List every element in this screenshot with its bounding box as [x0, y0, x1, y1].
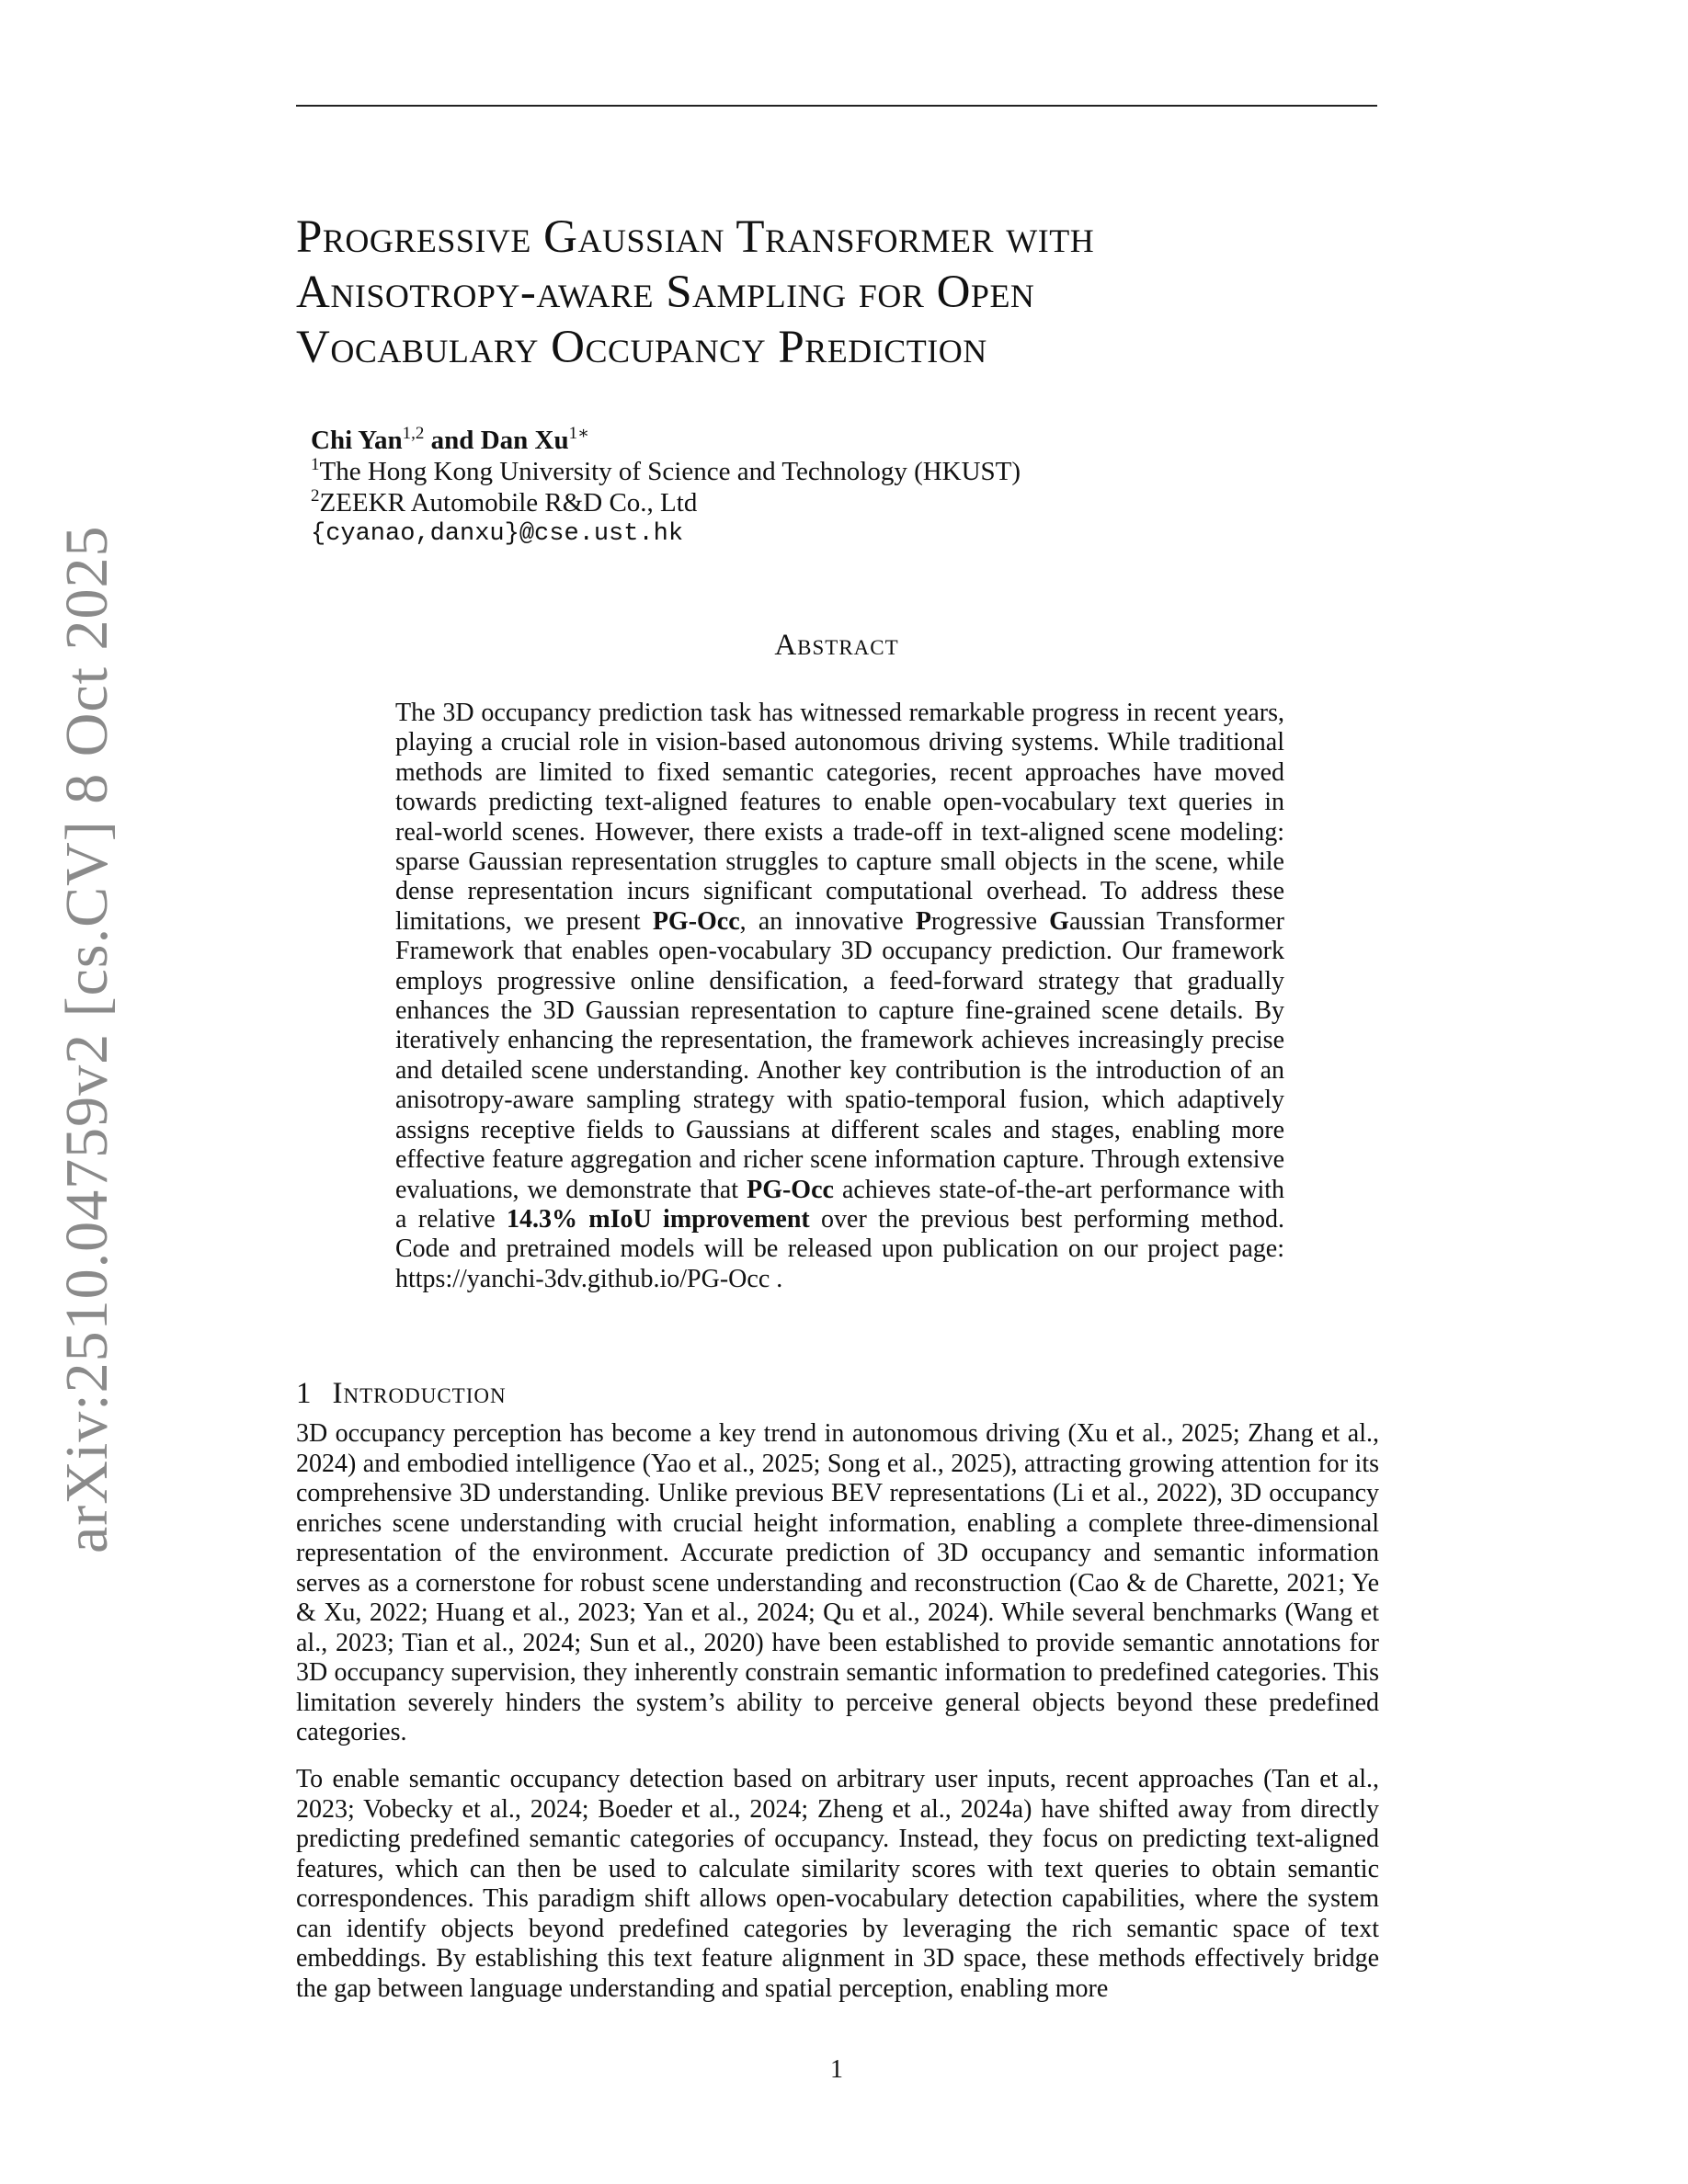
title-line-2: Anisotropy-aware Sampling for Open	[296, 267, 1035, 318]
abstract-body	[395, 699, 1284, 1294]
title-line-1: Progressive Gaussian Transformer with	[296, 211, 1095, 263]
introduction-paragraph-1: 3D occupancy perception has become a key trend in autonomous driving (Xu et al., 2025; Zhang et al., 2024) and embodied intelligence (Yao et al., 2025; Song et al., 2025), attracting growing attention for its comprehensive 3D understanding. Unlike previous BEV representations (Li et al., 2022), 3D occupancy enriches scene understanding with crucial height information, enabling a complete three-dimensional representation of the environment. Accurate prediction of 3D occupancy and semantic information serves as a cornerstone for robust scene understanding and reconstruction (Cao & de Charette, 2021; Ye & Xu, 2022; Huang et al., 2023; Yan et al., 2024; Qu et al., 2024). While several benchmarks (Wang et al., 2023; Tian et al., 2024; Sun et al., 2020) have been established to provide semantic annotations for 3D occupancy supervision, they inherently constrain semantic information to predefined categories. This limitation severely hinders the system’s ability to perceive general objects beyond these predefined categories.	[296, 1419, 1379, 1746]
introduction-heading	[296, 1375, 507, 1412]
abstract-bold-method-name: PG-Occ	[652, 906, 740, 936]
abstract-bold-method-name-2: PG-Occ	[747, 1175, 834, 1204]
section-title: Introduction	[332, 1377, 507, 1410]
abstract-bold-g: G	[1049, 906, 1069, 936]
affiliation-2-mark: 2	[311, 486, 320, 506]
header-rule	[296, 105, 1377, 107]
affiliation-1-text: The Hong Kong University of Science and Technology (HKUST)	[319, 457, 1021, 486]
title-line-3: Vocabulary Occupancy Prediction	[296, 322, 987, 373]
author-names	[311, 425, 1322, 456]
author-2-affiliation-mark: 1∗	[568, 424, 590, 443]
author-connector: and	[430, 426, 474, 455]
author-1-name: Chi Yan	[311, 426, 403, 455]
author-email: {cyanao,danxu}@cse.ust.hk	[311, 520, 684, 548]
abstract-text-6: over the previous best performing method. Code and pretrained models will be released upon publication on our project page: https://yanchi-3dv.github.io/PG-Occ .	[395, 1204, 1285, 1293]
paper-title	[296, 210, 1381, 375]
page-number: 1	[830, 2055, 843, 2084]
abstract-text-4: aussian Transformer Framework that enables open-vocabulary 3D occupancy prediction. Our framework employs progressive online densification, a feed-forward strategy that gradually enhances the 3D Gaussian representation to capture fine-grained scene details. By iteratively enhancing the representation, the framework achieves increasingly precise and detailed scene understanding. Another key contribution is the introduction of an anisotropy-aware sampling strategy with spatio-temporal fusion, which adaptively assigns receptive fields to Gaussians at different scales and stages, enabling more effective feature aggregation and richer scene information capture. Through extensive evaluations, we demonstrate that	[395, 906, 1284, 1204]
abstract-text-3: rogressive	[930, 906, 1050, 936]
abstract-text-5: achieves state-of-the-art performance with a relative	[395, 1175, 1284, 1234]
affiliation-2	[311, 487, 1322, 518]
introduction-paragraph-2: To enable semantic occupancy detection based on arbitrary user inputs, recent approaches (Tan et al., 2023; Vobecky et al., 2024; Boeder et al., 2024; Zheng et al., 2024a) have shifted away from directly predicting predefined semantic categories of occupancy. Instead, they focus on predicting text-aligned features, which can then be used to calculate similarity scores with text queries to obtain semantic correspondences. This paradigm shift allows open-vocabulary detection capabilities, where the system can identify objects beyond predefined categories by leveraging the rich semantic space of text embeddings. By establishing this text feature alignment in 3D space, these methods effectively bridge the gap between language understanding and spatial perception, enabling more	[296, 1765, 1379, 2003]
affiliation-1	[311, 456, 1322, 487]
affiliation-2-text: ZEEKR Automobile R&D Co., Ltd	[319, 488, 698, 518]
author-2-name: Dan Xu	[480, 426, 569, 455]
author-block	[311, 425, 1322, 550]
author-1-affiliation-mark: 1,2	[402, 424, 425, 443]
abstract-bold-p: P	[915, 906, 931, 936]
abstract-text-1: The 3D occupancy prediction task has witnessed remarkable progress in recent years, playing a crucial role in vision-based autonomous driving systems. While traditional methods are limited to fixed semantic categories, recent approaches have moved towards predicting text-aligned features to enable open-vocabulary text queries in real-world scenes. However, there exists a trade-off in text-aligned scene modeling: sparse Gaussian representation struggles to capture small objects in the scene, while dense representation incurs significant computational overhead. To address these limitations, we present	[395, 699, 1284, 936]
abstract-heading: Abstract	[774, 629, 899, 662]
abstract-bold-improvement: 14.3% mIoU improvement	[507, 1204, 810, 1234]
abstract-text-2: , an innovative	[739, 906, 916, 936]
affiliation-1-mark: 1	[311, 455, 320, 474]
arxiv-identifier-stamp: arXiv:2510.04759v2 [cs.CV] 8 Oct 2025	[53, 525, 120, 1553]
section-number: 1	[296, 1377, 313, 1410]
